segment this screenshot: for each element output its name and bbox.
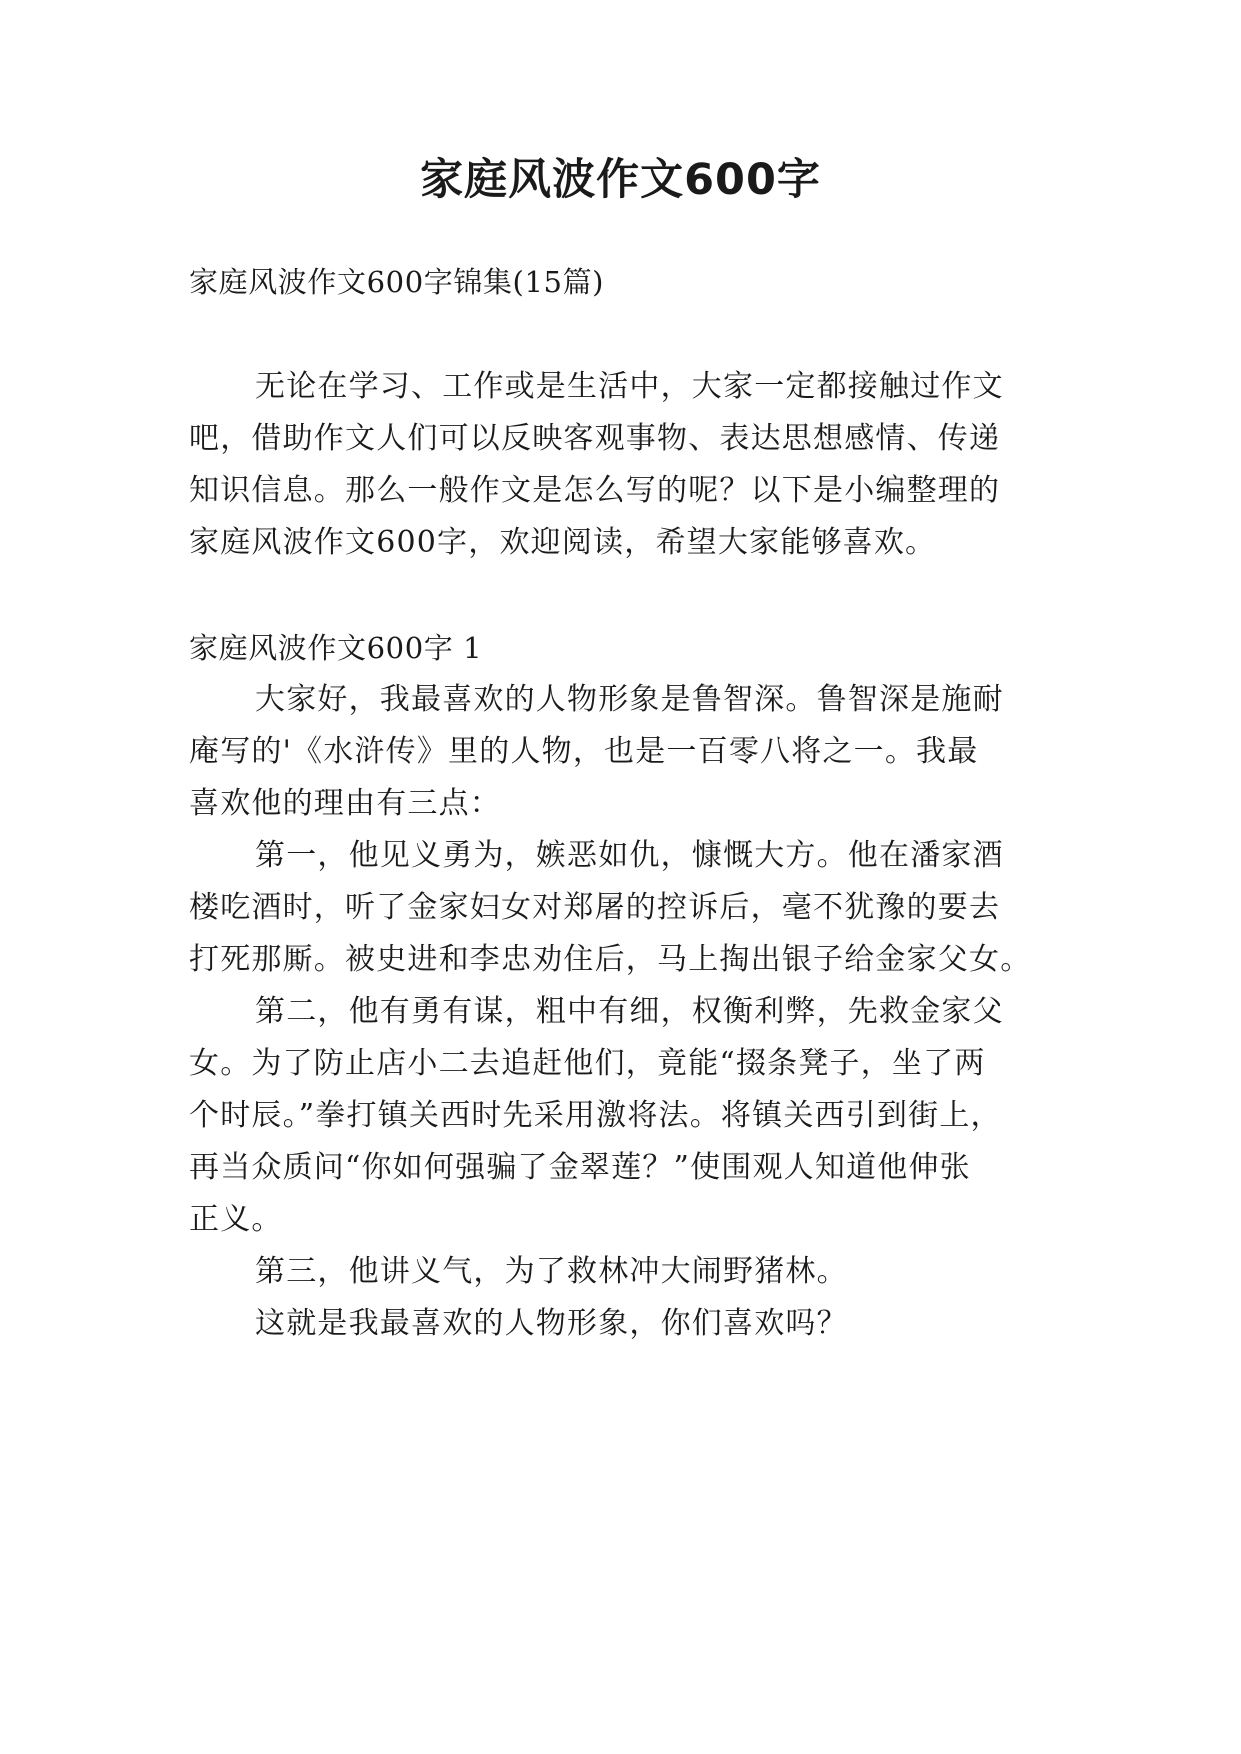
essay-heading: 家庭风波作文600字 1 xyxy=(189,631,483,665)
essay-line: 这就是我最喜欢的人物形象，你们喜欢吗？ xyxy=(255,1306,848,1341)
intro-line: 吧，借助作文人们可以反映客观事物、表达思想感情、传递 xyxy=(189,421,1001,456)
essay-line: 第二，他有勇有谋，粗中有细，权衡利弊，先救金家父 xyxy=(255,994,1004,1029)
intro-line: 家庭风波作文600字，欢迎阅读，希望大家能够喜欢。 xyxy=(189,525,937,560)
essay-line: 再当众质问“你如何强骗了金翠莲？”使围观人知道他伸张 xyxy=(189,1150,971,1185)
essay-line: 正义。 xyxy=(189,1202,283,1237)
essay-line: 女。为了防止店小二去追赶他们，竟能“掇条凳子，坐了两 xyxy=(189,1046,986,1081)
essay-line: 第三，他讲义气，为了救林冲大闹野猪林。 xyxy=(255,1254,848,1289)
essay-line: 打死那厮。被史进和李忠劝住后，马上掏出银子给金家父女。 xyxy=(189,942,1032,977)
document-title: 家庭风波作文600字 xyxy=(420,155,821,205)
essay-line: 大家好，我最喜欢的人物形象是鲁智深。鲁智深是施耐 xyxy=(255,682,1004,717)
essay-line: 庵写的'《水浒传》里的人物，也是一百零八将之一。我最 xyxy=(189,734,979,769)
essay-line: 第一，他见义勇为，嫉恶如仇，慷慨大方。他在潘家酒 xyxy=(255,838,1004,873)
intro-line: 知识信息。那么一般作文是怎么写的呢？以下是小编整理的 xyxy=(189,473,1001,508)
intro-line: 无论在学习、工作或是生活中，大家一定都接触过作文 xyxy=(255,369,1004,404)
document-subtitle: 家庭风波作文600字锦集(15篇) xyxy=(189,265,605,299)
essay-line: 楼吃酒时，听了金家妇女对郑屠的控诉后，毫不犹豫的要去 xyxy=(189,890,1001,925)
essay-line: 个时辰。”拳打镇关西时先采用激将法。将镇关西引到街上， xyxy=(189,1098,1002,1133)
essay-line: 喜欢他的理由有三点： xyxy=(189,786,501,821)
